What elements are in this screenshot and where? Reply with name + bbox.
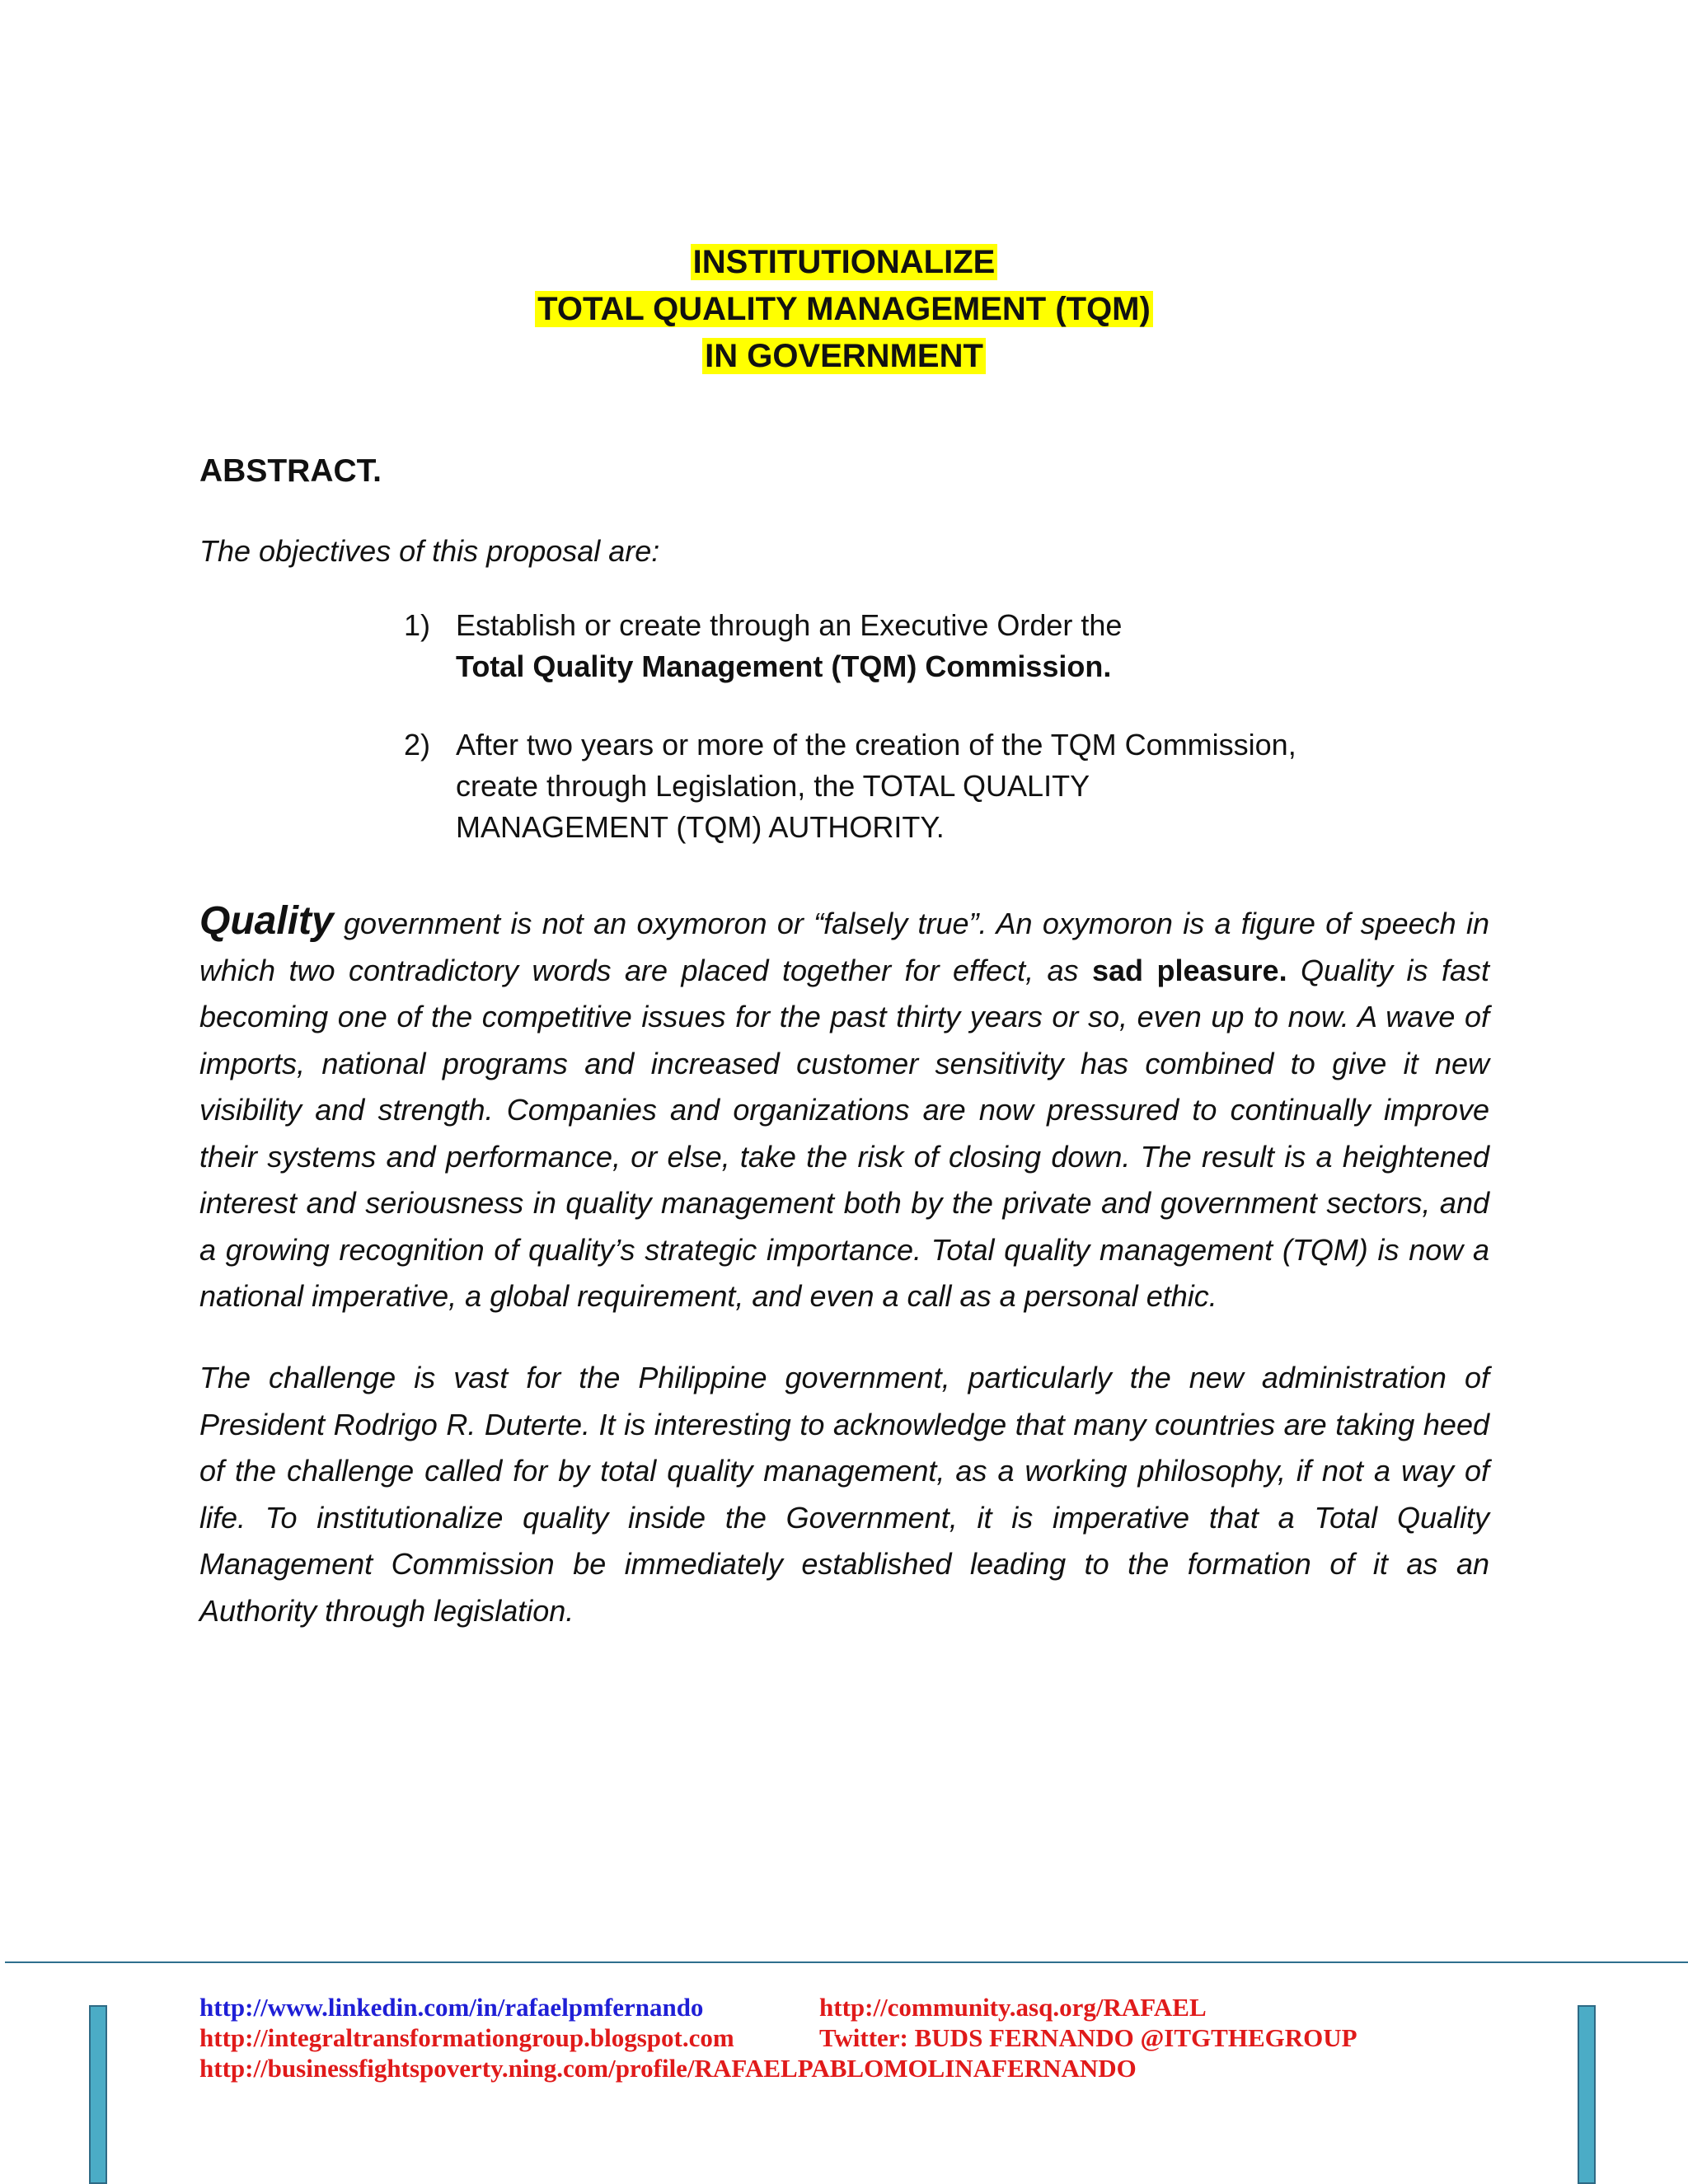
paragraph-text: Quality is fast becoming one of the competitive issues for the past thirty years or so, even up to now. A wave of imports, national programs and increased customer sensitivity has combined to give it new visibility and strength. Companies and organizations are now pressured to continually improve their systems and performance, or else, take the risk of closing down. The result is a heightened interest and seriousness in quality management both by the private and government sectors, and a growing recognition of quality’s strategic importance. Total quality management (TQM) is now a national imperative, a global requirement, and even a call as a personal ethic.	[199, 953, 1489, 1313]
bold-phrase: sad pleasure.	[1092, 953, 1287, 987]
document-title	[0, 239, 1688, 380]
objective-line: After two years or more of the creation of the TQM Commission,	[456, 728, 1296, 762]
footer-row	[199, 2022, 1357, 2053]
blog-link[interactable]: http://integraltransformationgroup.blogspot.com	[199, 2023, 734, 2052]
paragraph-text: government is not an oxymoron or “falsely true”. An oxymoron is a figure of speech in which two contradictory words are placed together for effect, as	[199, 907, 1489, 987]
twitter-handle: Twitter: BUDS FERNANDO @ITGTHEGROUP	[819, 2023, 1357, 2052]
footer-links	[199, 1992, 1357, 2083]
objectives-intro: The objectives of this proposal are:	[199, 534, 660, 568]
objective-number: 1)	[404, 608, 431, 642]
title-text-2: TOTAL QUALITY MANAGEMENT (TQM)	[535, 291, 1153, 327]
body-paragraph-2: The challenge is vast for the Philippine government, particularly the new administration of President Rodrigo R. Duterte. It is interesting to acknowledge that many countries are taking heed of the challenge called for by total quality management, as a working philosophy, if not a way of life. To institutionalize quality inside the Government, it is imperative that a Total Quality Management Commission be immediately established leading to the formation of it as an Authority through legislation.	[199, 1361, 1489, 1628]
title-text-3: IN GOVERNMENT	[702, 338, 986, 374]
title-line-3	[0, 333, 1688, 380]
objective-line-bold	[456, 646, 1387, 687]
footer-accent-bar-right	[1578, 2005, 1596, 2184]
linkedin-link[interactable]: http://www.linkedin.com/in/rafaelpmfernando	[199, 1993, 704, 2022]
objective-number: 2)	[404, 728, 431, 762]
footer-accent-bar-left	[89, 2005, 107, 2184]
body-paragraph-1	[199, 898, 1489, 1320]
footer-row	[199, 2053, 1137, 2083]
lead-word: Quality	[199, 899, 334, 943]
footer-row	[199, 1992, 1207, 2022]
asq-community-link[interactable]: http://community.asq.org/RAFAEL	[819, 1993, 1207, 2022]
objective-bold-text: Total Quality Management (TQM) Commission.	[456, 649, 1112, 683]
footer-divider	[5, 1961, 1688, 1963]
title-text-1: INSTITUTIONALIZE	[691, 244, 998, 280]
objective-line: Establish or create through an Executive Order the	[456, 608, 1123, 642]
objective-text	[456, 605, 1387, 687]
objective-text	[456, 724, 1387, 848]
abstract-heading: ABSTRACT.	[199, 453, 382, 489]
title-line-1	[0, 239, 1688, 286]
title-line-2	[0, 286, 1688, 333]
objective-line: create through Legislation, the TOTAL QUALITY	[456, 769, 1090, 803]
objective-line: MANAGEMENT (TQM) AUTHORITY.	[456, 810, 945, 844]
ning-profile-link[interactable]: http://businessfightspoverty.ning.com/profile/RAFAELPABLOMOLINAFERNANDO	[199, 2054, 1137, 2083]
